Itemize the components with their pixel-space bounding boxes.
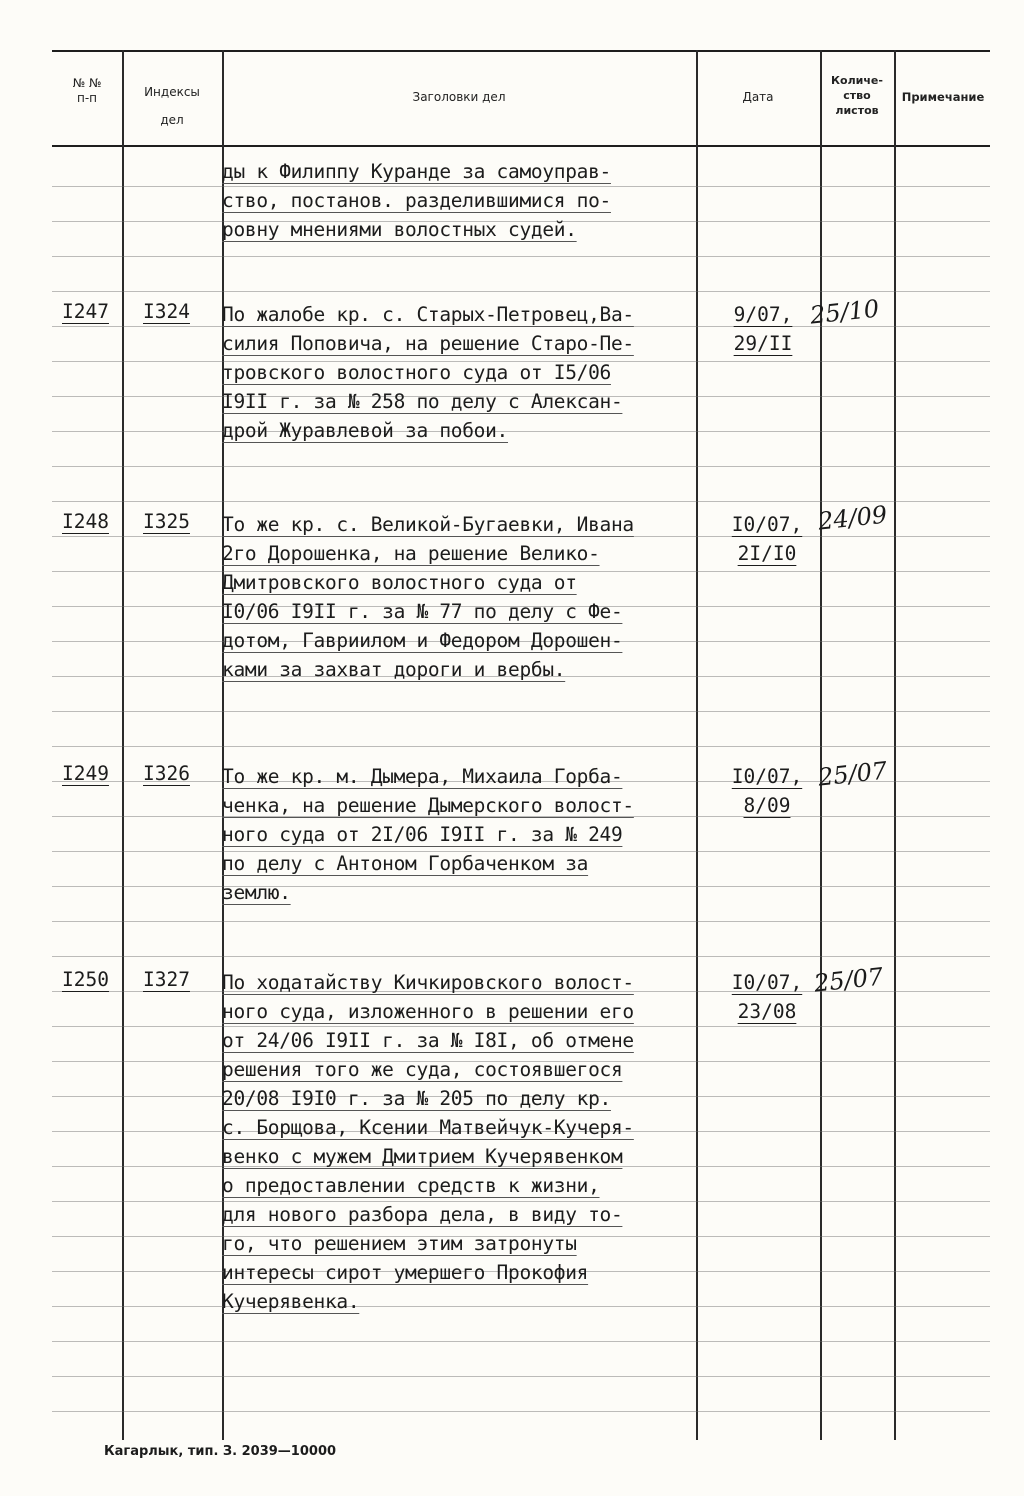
text-line: I0/06 I9II г. за № 77 по делу с Фе- [222,600,623,623]
entry-index: I325 [143,510,190,533]
text-line: го, что решением этим затронуты [222,1232,577,1255]
entry-index: I326 [143,762,190,785]
date-end: 8/09 [743,794,791,817]
text-line: ровну мнениями волостных судей. [222,218,577,241]
date-start: 9/07, [733,303,793,326]
ruled-line [52,921,990,922]
ruled-line [52,291,990,292]
date-start: I0/07, [731,513,803,536]
header-bottom-rule [52,145,990,147]
date-start: I0/07, [731,765,803,788]
printer-imprint: Кагарлык, тип. З. 2039—10000 [104,1444,337,1459]
text-line: интересы сирот умершего Прокофия [222,1261,589,1284]
sheet-count: 25/07 [812,962,885,998]
ruled-line [52,1411,990,1412]
header-note: Примечание [901,90,985,104]
entry-number: I250 [62,968,109,991]
header-top-rule [52,50,990,52]
text-line: от 24/06 I9II г. за № I8I, об отмене [222,1029,634,1052]
text-line: I9II г. за № 258 по делу с Алексан- [222,390,623,413]
entry-title [222,300,696,445]
ruled-line [52,501,990,502]
text-line: 20/08 I9I0 г. за № 205 по делу кр. [222,1087,611,1110]
entry-index: I324 [143,300,190,323]
sheet-count: 25/10 [808,294,881,330]
text-line: То же кр. м. Дымера, Михаила Горба- [222,765,623,788]
text-line: ченка, на решение Дымерского волост- [222,794,634,817]
text-line: тровского волостного суда от I5/06 [222,361,611,384]
text-line: с. Борщова, Ксении Матвейчук-Кучеря- [222,1116,634,1139]
entry-number: I248 [62,510,109,533]
ruled-line [52,1376,990,1377]
entry-index: I327 [143,968,190,991]
text-line: По жалобе кр. с. Старых-Петровец,Ва- [222,303,634,326]
date-end: 2I/I0 [737,542,797,565]
ruled-line [52,466,990,467]
text-line: ного суда от 2I/06 I9II г. за № 249 [222,823,623,846]
entry-number: I249 [62,762,109,785]
column-divider [894,50,896,1440]
continuation-text [222,157,696,244]
text-line: ство, постанов. разделившимися по- [222,189,611,212]
entry-title [222,762,696,907]
header-index: Индексы дел [144,85,200,127]
date-end: 23/08 [737,1000,797,1023]
text-line: ды к Филиппу Куранде за самоуправ- [222,160,611,183]
text-line: По ходатайству Кичкировского волост- [222,971,634,994]
entry-number: I247 [62,300,109,323]
text-line: решения того же суда, состоявшегося [222,1058,623,1081]
entry-dates [712,762,822,820]
column-divider [696,50,698,1440]
text-line: землю. [222,881,291,904]
header-date: Дата [742,90,774,104]
ruled-line [52,1341,990,1342]
header-num: № № п-п [72,76,102,105]
header-titles: Заголовки дел [412,90,506,104]
sheet-count: 24/09 [816,500,889,536]
sheet-count: 25/07 [816,756,889,792]
text-line: ного суда, изложенного в решении его [222,1000,634,1023]
entry-dates [708,300,818,358]
text-line: дрой Журавлевой за побои. [222,419,509,442]
ruled-line [52,256,990,257]
entry-title [222,968,696,1316]
text-line: Дмитровского волостного суда от [222,571,577,594]
text-line: о предоставлении средств к жизни, [222,1174,600,1197]
column-divider [820,50,822,1440]
text-line: для нового разбора дела, в виду то- [222,1203,623,1226]
date-start: I0/07, [731,971,803,994]
date-end: 29/II [733,332,793,355]
text-line: дотом, Гавриилом и Федором Дорошен- [222,629,623,652]
header-sheets: Количе- ство листов [831,74,883,117]
text-line: Кучерявенка. [222,1290,360,1313]
entry-dates [712,510,822,568]
text-line: ками за захват дороги и вербы. [222,658,566,681]
column-divider [122,50,124,1440]
text-line: 2го Дорошенка, на решение Велико- [222,542,600,565]
ruled-line [52,711,990,712]
text-line: силия Поповича, на решение Старо-Пе- [222,332,634,355]
text-line: по делу с Антоном Горбаченком за [222,852,589,875]
entry-title [222,510,696,684]
text-line: венко с мужем Дмитрием Кучерявенком [222,1145,623,1168]
entry-dates [712,968,822,1026]
text-line: То же кр. с. Великой-Бугаевки, Ивана [222,513,634,536]
ruled-line [52,956,990,957]
ruled-line [52,746,990,747]
